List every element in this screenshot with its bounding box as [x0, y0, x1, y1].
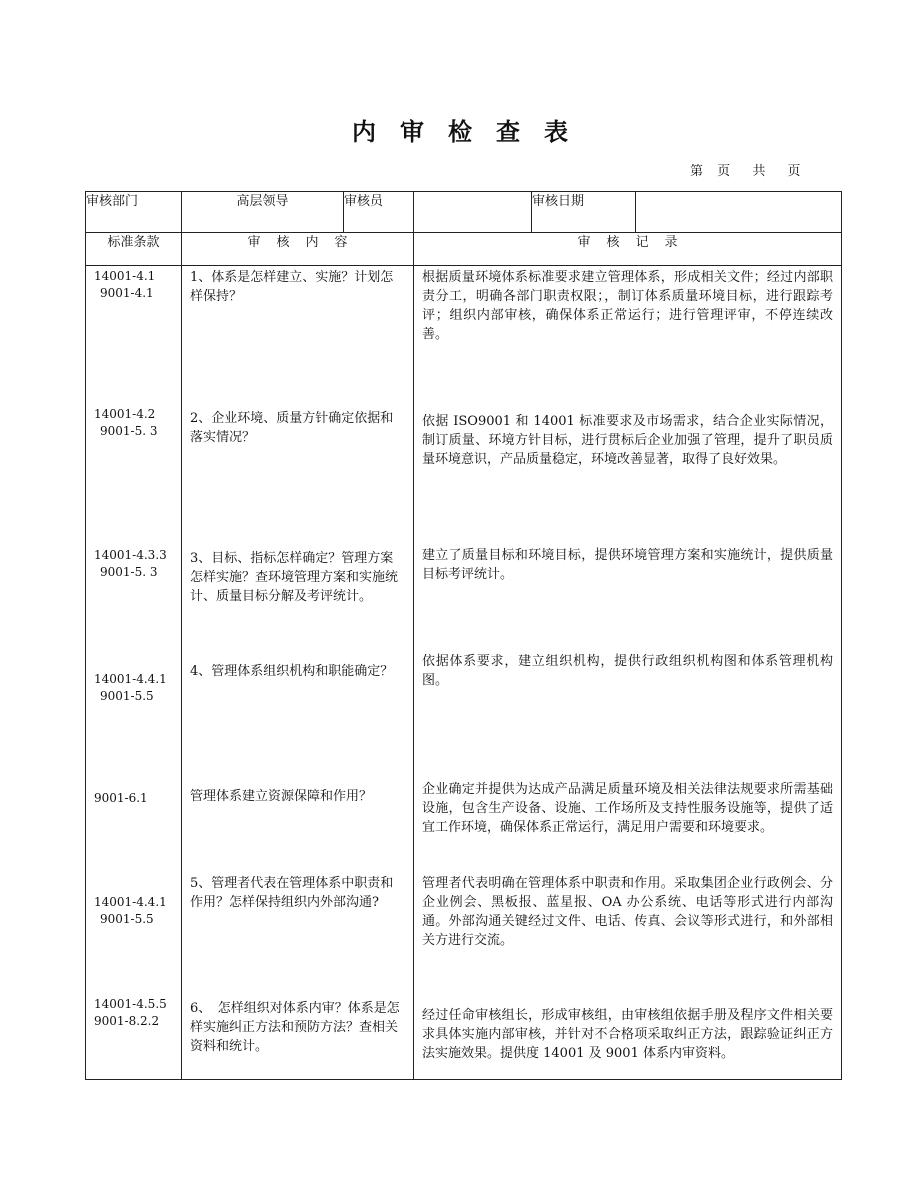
- audit-question: 1、体系是怎样建立、实施？计划怎样保持？: [190, 270, 394, 304]
- clause-code: 14001-4.5.5 9001-8.2.2: [94, 997, 167, 1028]
- title-char: 检: [448, 117, 472, 146]
- header-char: 录: [664, 235, 678, 250]
- page-label: 页: [717, 164, 731, 179]
- page-label: 共: [752, 164, 766, 179]
- audit-record: 企业确定并提供为达成产品满足质量环境及相关法律法规要求所需基础设施，包含生产设备、设施、工作场所及支持性服务设施等，提供了适宜工作环境，确保体系正常运行，满足用户需要和环境要求。: [422, 782, 833, 835]
- audit-table: [85, 191, 842, 1080]
- standard-column: [86, 266, 182, 1080]
- title-char: 内: [352, 117, 376, 146]
- audit-question: 6、 怎样组织对体系内审？体系是怎样实施纠正方法和预防方法？查相关资料和统计。: [190, 1001, 400, 1054]
- auditor-value[interactable]: [414, 192, 532, 233]
- date-label: 审核日期: [532, 192, 636, 233]
- clause-code: 14001-4.4.1 9001-5.5: [94, 672, 167, 703]
- header-char: 内: [305, 235, 319, 250]
- title-char: 表: [544, 117, 568, 146]
- audit-question: 4、管理体系组织机构和职能确定？: [190, 664, 394, 679]
- header-char: 核: [606, 235, 620, 250]
- clause-code: 14001-4.4.1 9001-5.5: [94, 895, 167, 926]
- record-column: [414, 266, 842, 1080]
- title-char: 审: [400, 117, 424, 146]
- header-char: 核: [276, 235, 290, 250]
- record-column-header: [414, 233, 842, 266]
- audit-record: 建立了质量目标和环境目标，提供环境管理方案和实施统计，提供质量目标考评统计。: [422, 548, 833, 582]
- clause-code: 14001-4.1 9001-4.1: [94, 269, 156, 300]
- body-row: [86, 266, 842, 1080]
- date-value[interactable]: [636, 192, 842, 233]
- title-char: 查: [496, 117, 520, 146]
- audit-record: 管理者代表明确在管理体系中职责和作用。采取集团企业行政例会、分企业例会、黑板报、蓝星报、OA 办公系统、电话等形式进行内部沟通。外部沟通关键经过文件、电话、传真、会议等形式进行，和外部相关方进行交流。: [422, 876, 833, 948]
- page-label: 页: [787, 164, 801, 179]
- header-row: [86, 192, 842, 233]
- audit-record: 依据 ISO9001 和 14001 标准要求及市场需求，结合企业实际情况，制订质量、环境方针目标，进行贯标后企业加强了管理，提升了职员质量环境意识，产品质量稳定，环境改善显著，取得了良好效果。: [422, 414, 833, 467]
- header-char: 审: [247, 235, 261, 250]
- column-header-row: [86, 233, 842, 266]
- clause-code: 14001-4.3.3 9001-5. 3: [94, 548, 167, 579]
- header-char: 容: [334, 235, 348, 250]
- page-label: 第: [690, 164, 704, 179]
- page-title: [0, 112, 920, 147]
- dept-label: 审核部门: [86, 192, 182, 233]
- header-char: 审: [577, 235, 591, 250]
- header-char: 记: [635, 235, 649, 250]
- audit-question: 管理体系建立资源保障和作用？: [190, 789, 373, 804]
- audit-record: 根据质量环境体系标准要求建立管理体系，形成相关文件；经过内部职责分工，明确各部门职责权限；，制订体系质量环境目标，进行跟踪考评；组织内部审核，确保体系正常运行；进行管理评审，不停连续改善。: [422, 270, 833, 342]
- auditor-label: 审核员: [344, 192, 414, 233]
- audit-question: 5、管理者代表在管理体系中职责和作用？怎样保持组织内外部沟通?: [190, 876, 394, 910]
- audit-question: 2、企业环境、质量方针确定依据和落实情况？: [190, 411, 394, 445]
- standard-column-header: 标准条款: [86, 233, 182, 266]
- content-column-header: [182, 233, 414, 266]
- clause-code: 9001-6.1: [94, 791, 148, 805]
- audit-question: 3、目标、指标怎样确定？管理方案怎样实施？查环境管理方案和实施统计、质量目标分解及考评统计。: [190, 551, 399, 604]
- dept-value[interactable]: 高层领导: [182, 192, 344, 233]
- clause-code: 14001-4.2 9001-5. 3: [94, 407, 158, 438]
- audit-record: 依据体系要求，建立组织机构，提供行政组织机构图和体系管理机构图。: [422, 654, 833, 688]
- content-column: [182, 266, 414, 1080]
- page-number: [690, 160, 810, 179]
- audit-record: 经过任命审核组长，形成审核组，由审核组依据手册及程序文件相关要求具体实施内部审核，并针对不合格项采取纠正方法，跟踪验证纠正方法实施效果。提供度 14001 及 9001 体系内审资料。: [422, 1008, 833, 1061]
